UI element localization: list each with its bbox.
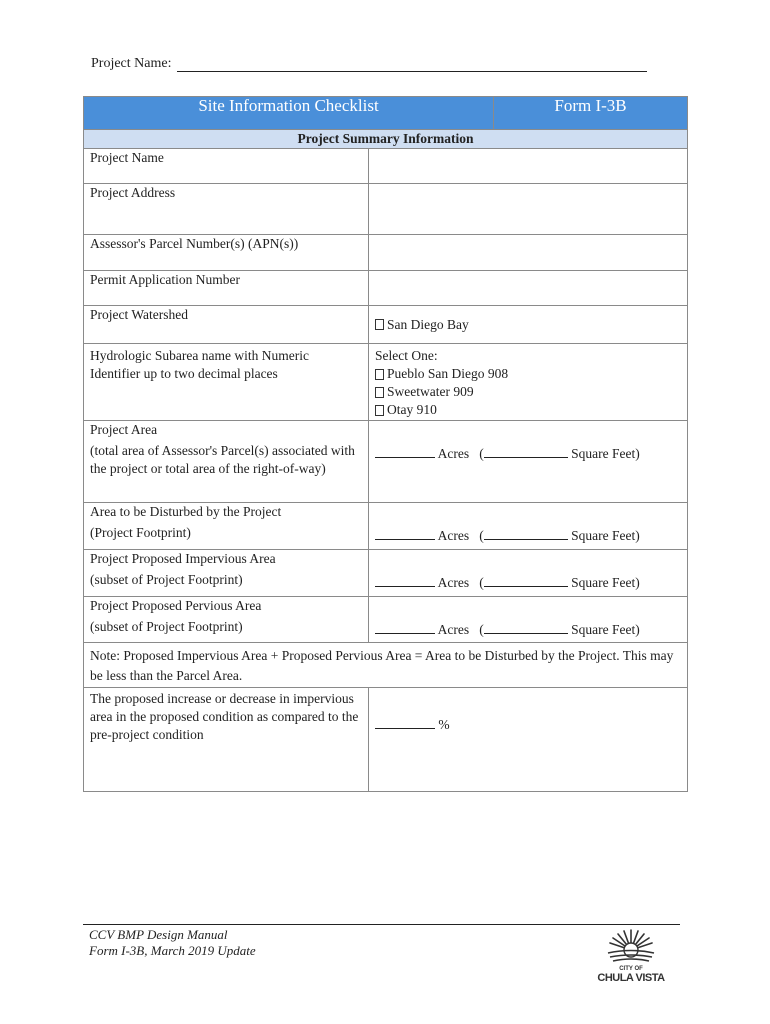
select-one-label: Select One: <box>375 348 438 363</box>
increase-label: The proposed increase or decrease in impervious area in the proposed condition as compared to the pre-project condition <box>84 688 369 792</box>
footer-line-2: Form I-3B, March 2019 Update <box>89 943 256 958</box>
hydrologic-option-sweetwater[interactable]: Sweetwater 909 <box>375 383 681 401</box>
hydrologic-options <box>369 344 688 421</box>
percent-blank[interactable] <box>375 715 435 729</box>
project-name-label: Project Name: <box>91 56 172 71</box>
project-name-line <box>91 56 647 72</box>
checkbox-icon[interactable] <box>375 387 384 398</box>
hydrologic-label: Hydrologic Subarea name with Numeric Identifier up to two decimal places <box>84 344 369 421</box>
project-address-label: Project Address <box>84 184 369 235</box>
checkbox-icon[interactable] <box>375 319 384 330</box>
acres-blank[interactable] <box>375 526 435 540</box>
row-hydrologic <box>84 344 688 421</box>
watershed-label: Project Watershed <box>84 306 369 344</box>
impervious-label-cell <box>84 550 369 597</box>
acres-blank[interactable] <box>375 620 435 634</box>
increase-value: % <box>369 688 688 792</box>
hydrologic-option-otay[interactable]: Otay 910 <box>375 401 681 419</box>
site-information-checklist <box>83 96 688 792</box>
sqft-blank[interactable] <box>484 573 568 587</box>
project-address-field[interactable] <box>369 184 688 235</box>
pervious-label-cell <box>84 597 369 643</box>
note-text: Note: Proposed Impervious Area + Proposed Pervious Area = Area to be Disturbed by the Project. This may be less than the Parcel Area. <box>84 643 688 688</box>
form-title: Site Information Checklist <box>84 97 494 130</box>
watershed-option-san-diego-bay[interactable]: San Diego Bay <box>375 316 681 334</box>
impervious-label: Project Proposed Impervious Area <box>90 551 276 566</box>
row-pervious <box>84 597 688 643</box>
apn-field[interactable] <box>369 235 688 271</box>
footer-rule <box>83 924 680 925</box>
section-header <box>84 130 688 149</box>
checkbox-icon[interactable] <box>375 369 384 380</box>
permit-number-label: Permit Application Number <box>84 271 369 306</box>
impervious-sublabel: (subset of Project Footprint) <box>90 572 243 587</box>
apn-label: Assessor's Parcel Number(s) (APN(s)) <box>84 235 369 271</box>
project-name-row-label: Project Name <box>84 149 369 184</box>
watershed-options <box>369 306 688 344</box>
row-project-name <box>84 149 688 184</box>
disturbed-label: Area to be Disturbed by the Project <box>90 504 282 519</box>
form-id: Form I-3B <box>494 97 688 130</box>
form-header <box>84 97 688 130</box>
sqft-blank[interactable] <box>484 444 568 458</box>
checkbox-icon[interactable] <box>375 405 384 416</box>
disturbed-label-cell <box>84 503 369 550</box>
project-name-blank[interactable] <box>177 57 647 72</box>
pervious-label: Project Proposed Pervious Area <box>90 598 262 613</box>
hydrologic-option-pueblo[interactable]: Pueblo San Diego 908 <box>375 365 681 383</box>
footer-line-1: CCV BMP Design Manual <box>89 927 228 942</box>
row-apn <box>84 235 688 271</box>
chula-vista-logo <box>596 926 666 988</box>
permit-number-field[interactable] <box>369 271 688 306</box>
pervious-sublabel: (subset of Project Footprint) <box>90 619 243 634</box>
row-impervious <box>84 550 688 597</box>
disturbed-sublabel: (Project Footprint) <box>90 525 191 540</box>
project-area-value: Acres ( Square Feet) <box>369 421 688 503</box>
acres-blank[interactable] <box>375 573 435 587</box>
disturbed-value: Acres ( Square Feet) <box>369 503 688 550</box>
row-watershed <box>84 306 688 344</box>
project-area-label-cell <box>84 421 369 503</box>
project-area-sublabel: (total area of Assessor's Parcel(s) associated with the project or total area of the right-of-way) <box>90 443 355 476</box>
row-project-area <box>84 421 688 503</box>
sqft-blank[interactable] <box>484 620 568 634</box>
pervious-value: Acres ( Square Feet) <box>369 597 688 643</box>
sunrise-icon <box>596 926 666 966</box>
row-increase <box>84 688 688 792</box>
section-title: Project Summary Information <box>84 130 688 149</box>
sqft-blank[interactable] <box>484 526 568 540</box>
project-area-label: Project Area <box>90 422 158 437</box>
row-disturbed <box>84 503 688 550</box>
row-project-address <box>84 184 688 235</box>
footer <box>89 927 256 959</box>
impervious-value: Acres ( Square Feet) <box>369 550 688 597</box>
row-permit-number <box>84 271 688 306</box>
project-name-field[interactable] <box>369 149 688 184</box>
acres-blank[interactable] <box>375 444 435 458</box>
row-note <box>84 643 688 688</box>
logo-text-big: CHULA VISTA <box>597 972 665 984</box>
logo-text-small: CITY OF <box>619 966 643 972</box>
